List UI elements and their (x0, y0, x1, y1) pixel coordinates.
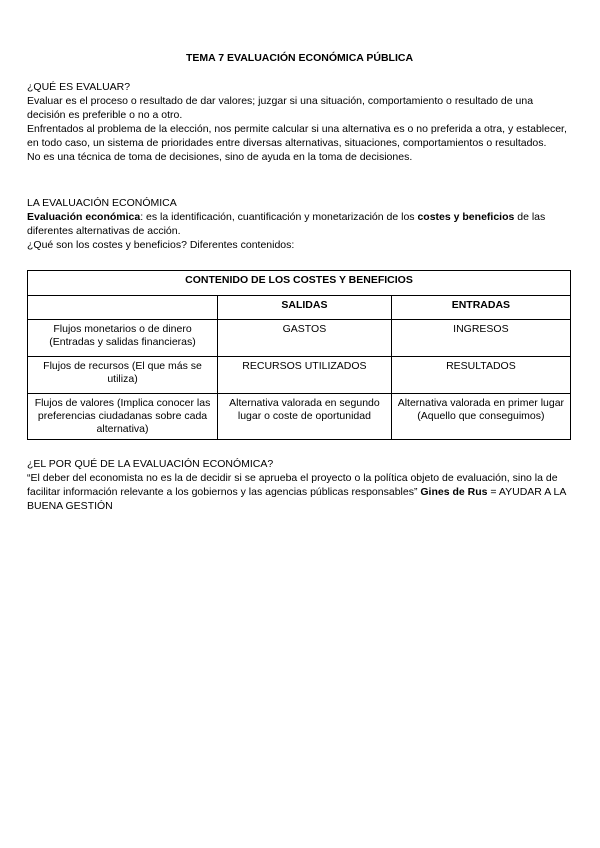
section-evaluacion-economica (27, 196, 572, 252)
definition-text: : es la identificación, cuantificación y monetarización de los (140, 211, 418, 223)
row-label: Flujos monetarios o de dinero (Entradas y salidas financieras) (28, 320, 218, 357)
definition-emphasis: costes y beneficios (417, 211, 515, 223)
cell-entradas: INGRESOS (391, 320, 570, 357)
cell-salidas: Alternativa valorada en segundo lugar o coste de oportunidad (218, 394, 392, 440)
quote-paragraph (27, 471, 572, 513)
definition-term: Evaluación económica (27, 211, 141, 223)
cell-entradas: Alternativa valorada en primer lugar (Aquello que conseguimos) (391, 394, 570, 440)
table-header-salidas: SALIDAS (218, 296, 392, 320)
table-row (28, 394, 571, 440)
cell-salidas: GASTOS (218, 320, 392, 357)
question-paragraph: ¿Qué son los costes y beneficios? Diferentes contenidos: (27, 239, 295, 251)
paragraph: Enfrentados al problema de la elección, nos permite calcular si una alternativa es o no preferida a otra, y establecer, en todo caso, un sistema de prioridades entre diversas alternativas, situaciones, comportamientos o resultados. (27, 123, 567, 149)
section-heading: ¿EL POR QUÉ DE LA EVALUACIÓN ECONÓMICA? (27, 458, 274, 470)
definition-text: de las diferentes alternativas de acción. (27, 211, 546, 237)
quote-conclusion: = AYUDAR A LA BUENA GESTIÓN (27, 486, 566, 512)
section-heading: LA EVALUACIÓN ECONÓMICA (27, 197, 177, 209)
quote-author: Gines de Rus (420, 486, 488, 498)
section-heading: ¿QUÉ ES EVALUAR? (27, 81, 131, 93)
quote-text: “El deber del economista no es la de decidir si se aprueba el proyecto o la política objeto de evaluación, sino la de facilitar información relevante a los gobiernos y las agencias públicas responsables” (27, 472, 558, 498)
table-header-empty (28, 296, 218, 320)
cell-salidas: RECURSOS UTILIZADOS (218, 357, 392, 394)
costs-benefits-table (27, 270, 571, 440)
table-title: CONTENIDO DE LOS COSTES Y BENEFICIOS (28, 271, 571, 296)
definition-paragraph (27, 210, 572, 238)
cell-entradas: RESULTADOS (391, 357, 570, 394)
paragraph: Evaluar es el proceso o resultado de dar valores; juzgar si una situación, comportamiento o resultado de una decisión es preferible o no a otro. (27, 95, 534, 121)
paragraph: No es una técnica de toma de decisiones, sino de ayuda en la toma de decisiones. (27, 151, 413, 163)
table-header-entradas: ENTRADAS (391, 296, 570, 320)
section-que-es-evaluar (27, 80, 572, 164)
section-por-que-evaluacion (27, 457, 572, 513)
row-label: Flujos de recursos (El que más se utiliza) (28, 357, 218, 394)
page-title: TEMA 7 EVALUACIÓN ECONÓMICA PÚBLICA (185, 52, 414, 64)
table-row (28, 320, 571, 357)
table-row (28, 357, 571, 394)
row-label: Flujos de valores (Implica conocer las preferencias ciudadanas sobre cada alternativa) (28, 394, 218, 440)
